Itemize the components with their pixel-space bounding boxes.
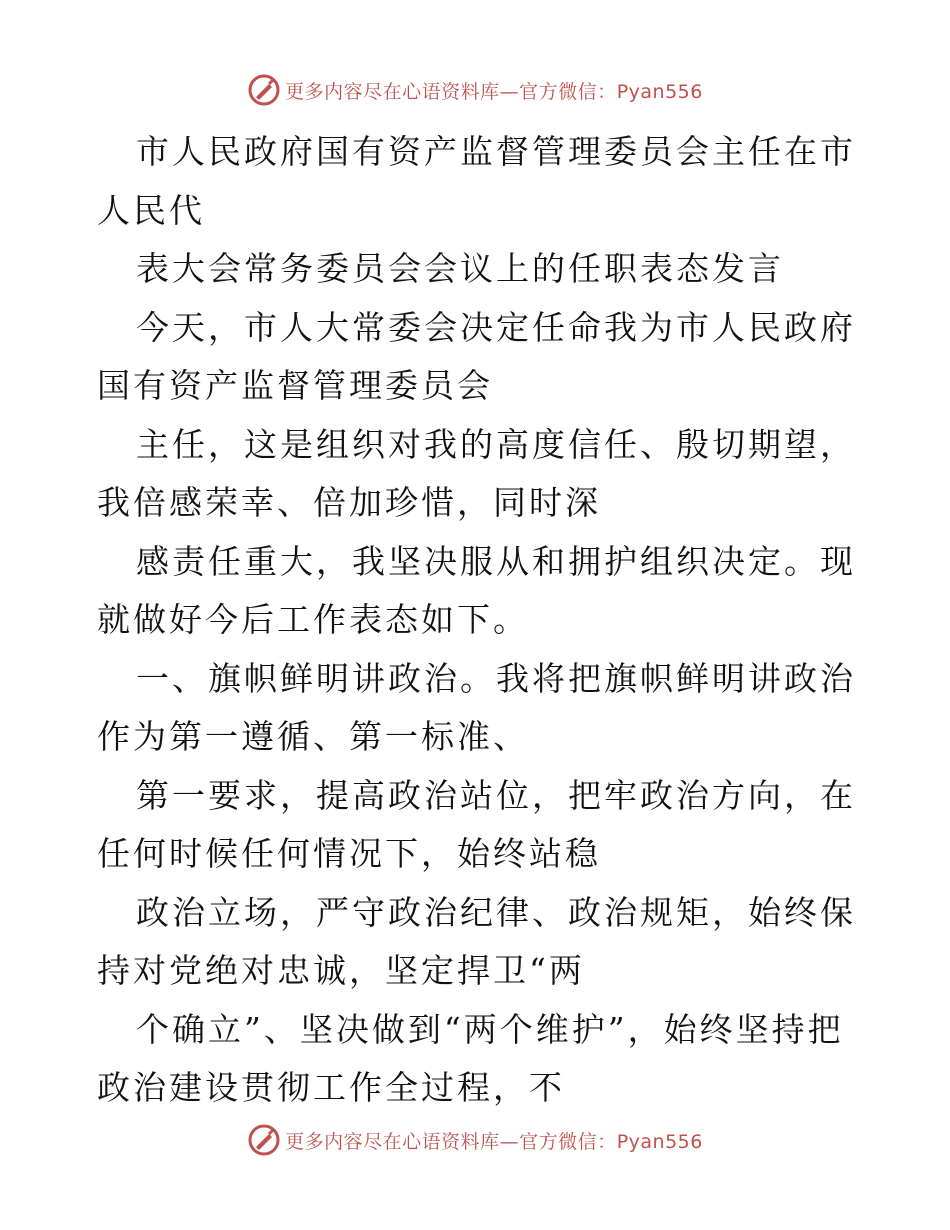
paragraph-9: 个确立”、坚决做到“两个维护”，始终坚持把政治建设贯彻工作全过程，不 bbox=[97, 1009, 844, 1107]
paragraph-6: 一、旗帜鲜明讲政治。我将把旗帜鲜明讲政治作为第一遵循、第一标准、 bbox=[97, 658, 856, 756]
paragraph-5: 感责任重大，我坚决服从和拥护组织决定。现就做好今后工作表态如下。 bbox=[97, 541, 856, 639]
footer-wechat-id: Pyan556 bbox=[616, 1130, 703, 1153]
paragraph-7: 第一要求，提高政治站位，把牢政治方向，在任何时候任何情况下，始终站稳 bbox=[97, 775, 856, 873]
header-brand-text: 更多内容尽在心语资料库 bbox=[285, 80, 500, 103]
footer-brand-text: 更多内容尽在心语资料库 bbox=[285, 1130, 500, 1153]
paragraph-3: 今天，市人大常委会决定任命我为市人民政府国有资产监督管理委员会 bbox=[97, 307, 856, 405]
pen-logo-icon bbox=[247, 1123, 281, 1157]
paragraph-4: 主任，这是组织对我的高度信任、殷切期望，我倍感荣幸、倍加珍惜，同时深 bbox=[97, 424, 856, 522]
footer-official-label: 官方微信： bbox=[519, 1130, 617, 1153]
header-separator: — bbox=[499, 80, 520, 103]
paragraph-8: 政治立场，严守政治纪律、政治规矩，始终保持对党绝对忠诚，坚定捍卫“两 bbox=[97, 892, 856, 990]
header-wechat-id: Pyan556 bbox=[616, 80, 703, 103]
header-official-label: 官方微信： bbox=[519, 80, 617, 103]
footer-watermark bbox=[0, 1120, 950, 1160]
footer-separator: — bbox=[499, 1130, 520, 1153]
paragraph-1: 市人民政府国有资产监督管理委员会主任在市人民代 bbox=[97, 132, 856, 230]
paragraph-2: 表大会常务委员会会议上的任职表态发言 bbox=[136, 249, 784, 288]
header-watermark bbox=[0, 70, 950, 110]
pen-logo-icon bbox=[247, 73, 281, 107]
document-body bbox=[97, 123, 857, 1118]
